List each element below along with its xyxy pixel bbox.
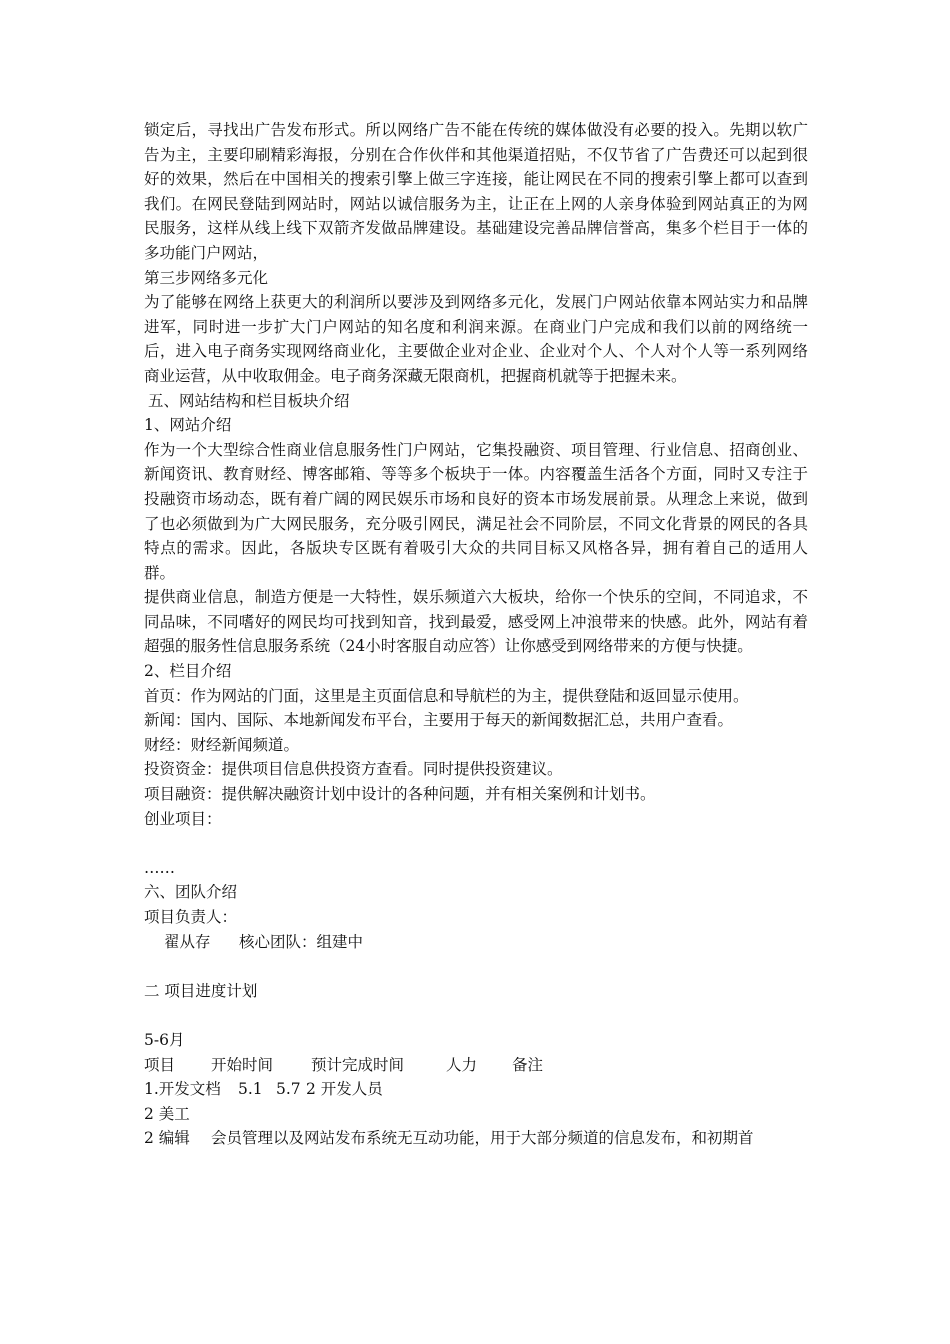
column-startup: 创业项目： <box>144 809 222 828</box>
row1-manpower: 2 开发人员 <box>306 1080 383 1099</box>
column-home: 首页：作为网站的门面，这里是主页面信息和导航栏的为主，提供登陆和返回显示使用。 <box>144 686 749 705</box>
blank-line <box>144 1003 808 1028</box>
row3-project: 2 编辑 <box>144 1129 190 1148</box>
project-leader-label: 项目负责人： <box>144 908 238 926</box>
ellipsis: …… <box>144 858 175 877</box>
schedule-header-row <box>144 1053 808 1078</box>
core-team: 核心团队：组建中 <box>239 932 364 951</box>
column-financing: 项目融资：提供解决融资计划中设计的各种问题，并有相关案例和计划书。 <box>144 785 656 804</box>
row1-start: 5.1 <box>238 1080 263 1099</box>
column-news: 新闻：国内、国际、本地新闻发布平台，主要用于每天的新闻数据汇总，共用户查看。 <box>144 711 734 730</box>
paragraph-features: 提供商业信息，制造方便是一大特性，娱乐频道六大板块，给你一个快乐的空间，不同追求，不同品味，不同嗜好的网民均可找到知音，找到最爱，感受网上冲浪带来的快感。此外，网站有着超强的服务性信息服务系统（24小时客服自动应答）让你感受到网络带来的方便与快捷。 <box>144 588 808 656</box>
row1-finish: 5.7 <box>276 1080 301 1099</box>
heading-team: 六、团队介绍 <box>144 883 238 902</box>
project-leader-name: 翟从存 <box>164 932 211 951</box>
heading-schedule: 二 项目进度计划 <box>144 981 258 1000</box>
column-invest: 投资资金：提供项目信息供投资方查看。同时提供投资建议。 <box>144 760 563 779</box>
heading-column-intro: 2、栏目介绍 <box>144 662 232 681</box>
header-project: 项目 <box>144 1055 176 1074</box>
schedule-row-1 <box>144 1077 808 1102</box>
team-line <box>144 930 808 955</box>
heading-section5: 五、网站结构和栏目板块介绍 <box>148 391 350 410</box>
document-page <box>144 118 808 1151</box>
column-finance: 财经：财经新闻频道。 <box>144 735 300 754</box>
heading-site-intro: 1、网站介绍 <box>144 416 232 435</box>
paragraph-site-intro: 作为一个大型综合性商业信息服务性门户网站，它集投融资、项目管理、行业信息、招商创业、新闻资讯、教育财经、博客邮箱、等等多个板块于一体。内容覆盖生活各个方面，同时又专注于投融资市场动态，既有着广阔的网民娱乐市场和良好的资本市场发展前景。从理念上来说，做到了也必须做到为广大网民服务，充分吸引网民，满足社会不同阶层，不同文化背景的网民的各具特点的需求。因此，各版块专区既有着吸引大众的共同目标又风格各异，拥有着自己的适用人群。 <box>144 440 808 582</box>
schedule-month: 5-6月 <box>144 1030 185 1049</box>
blank-line <box>144 954 808 979</box>
schedule-row-3 <box>144 1126 808 1151</box>
header-estimated-finish: 预计完成时间 <box>311 1055 405 1074</box>
header-manpower: 人力 <box>446 1055 478 1074</box>
blank-line <box>144 831 808 856</box>
header-notes: 备注 <box>512 1055 544 1074</box>
header-start-time: 开始时间 <box>211 1055 274 1074</box>
row3-notes: 会员管理以及网站发布系统无互动功能，用于大部分频道的信息发布，和初期首 <box>211 1129 754 1148</box>
paragraph-ad-strategy: 锁定后，寻找出广告发布形式。所以网络广告不能在传统的媒体做没有必要的投入。先期以软广告为主，主要印刷精彩海报，分别在合作伙伴和其他渠道招贴，不仅节省了广告费还可以起到很好的效果，然后在中国相关的搜索引擎上做三字连接，能让网民在不同的搜索引擎上都可以查到我们。在网民登陆到网站时，网站以诚信服务为主，让正在上网的人亲身体验到网站真正的为网民服务，这样从线上线下双箭齐发做品牌建设。基础建设完善品牌信誉高，集多个栏目于一体的多功能门户网站， <box>144 121 808 262</box>
paragraph-diversification: 为了能够在网络上获更大的利润所以要涉及到网络多元化，发展门户网站依靠本网站实力和品牌进军，同时进一步扩大门户网站的知名度和利润来源。在商业门户完成和我们以前的网络统一后，进入电子商务实现网络商业化，主要做企业对企业、企业对个人、个人对个人等一系列网络商业运营，从中收取佣金。电子商务深藏无限商机，把握商机就等于把握未来。 <box>144 293 808 385</box>
row1-project: 1.开发文档 <box>144 1080 221 1099</box>
schedule-row-2: 2 美工 <box>144 1104 190 1123</box>
heading-step3: 第三步网络多元化 <box>144 268 269 287</box>
